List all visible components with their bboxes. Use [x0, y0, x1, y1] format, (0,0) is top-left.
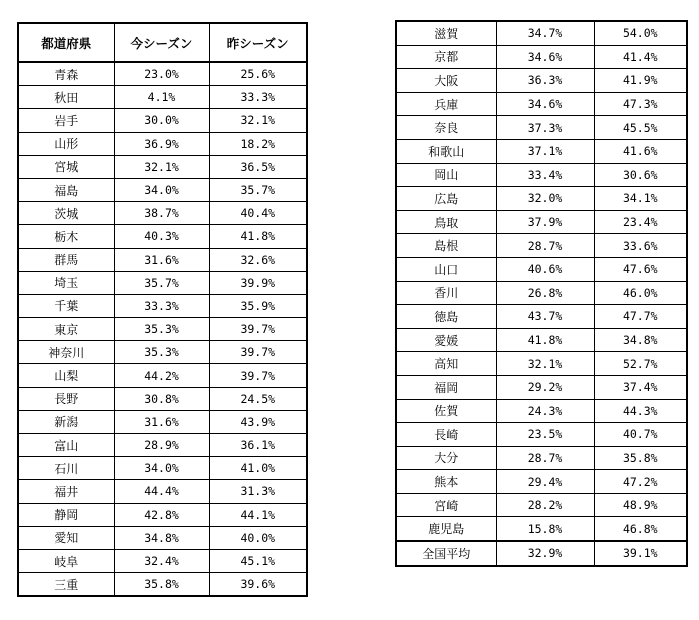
- this-season-cell: 35.8%: [114, 573, 209, 597]
- table-row: [18, 248, 307, 271]
- header-prefecture: 都道府県: [18, 23, 114, 62]
- prefecture-cell: 岐阜: [18, 549, 114, 572]
- this-season-cell: 29.4%: [496, 470, 594, 494]
- last-season-cell: 41.6%: [594, 139, 687, 163]
- this-season-cell: 40.3%: [114, 225, 209, 248]
- this-season-cell: 33.3%: [114, 294, 209, 317]
- last-season-cell: 48.9%: [594, 493, 687, 517]
- prefecture-cell: 茨城: [18, 202, 114, 225]
- prefecture-cell: 福島: [18, 178, 114, 201]
- prefecture-cell: 愛知: [18, 526, 114, 549]
- average-last-season: 39.1%: [594, 541, 687, 566]
- last-season-cell: 34.8%: [594, 328, 687, 352]
- prefecture-cell: 山口: [396, 257, 496, 281]
- prefecture-cell: 山形: [18, 132, 114, 155]
- this-season-cell: 40.6%: [496, 257, 594, 281]
- last-season-cell: 40.7%: [594, 423, 687, 447]
- prefecture-cell: 青森: [18, 62, 114, 86]
- header-last-season: 昨シーズン: [209, 23, 307, 62]
- prefecture-cell: 宮崎: [396, 493, 496, 517]
- prefecture-table-right: [395, 20, 688, 567]
- last-season-cell: 39.7%: [209, 364, 307, 387]
- prefecture-cell: 鹿児島: [396, 517, 496, 541]
- prefecture-cell: 宮城: [18, 155, 114, 178]
- table-row: [18, 109, 307, 132]
- table-row: [396, 21, 687, 45]
- prefecture-cell: 大阪: [396, 69, 496, 93]
- last-season-cell: 25.6%: [209, 62, 307, 86]
- table-row: [18, 526, 307, 549]
- last-season-cell: 40.0%: [209, 526, 307, 549]
- last-season-cell: 33.6%: [594, 234, 687, 258]
- this-season-cell: 31.6%: [114, 410, 209, 433]
- prefecture-cell: 島根: [396, 234, 496, 258]
- last-season-cell: 45.5%: [594, 116, 687, 140]
- last-season-cell: 35.9%: [209, 294, 307, 317]
- table-row: [396, 139, 687, 163]
- last-season-cell: 47.2%: [594, 470, 687, 494]
- prefecture-cell: 三重: [18, 573, 114, 597]
- table-row: [396, 328, 687, 352]
- prefecture-table-left: [17, 22, 308, 597]
- table-row: [18, 178, 307, 201]
- prefecture-cell: 埼玉: [18, 271, 114, 294]
- last-season-cell: 39.7%: [209, 318, 307, 341]
- table-row: [396, 45, 687, 69]
- this-season-cell: 23.0%: [114, 62, 209, 86]
- this-season-cell: 34.0%: [114, 457, 209, 480]
- last-season-cell: 44.3%: [594, 399, 687, 423]
- prefecture-cell: 熊本: [396, 470, 496, 494]
- this-season-cell: 42.8%: [114, 503, 209, 526]
- table-row: [18, 86, 307, 109]
- this-season-cell: 4.1%: [114, 86, 209, 109]
- table-row: [18, 364, 307, 387]
- prefecture-cell: 奈良: [396, 116, 496, 140]
- table-row: [396, 399, 687, 423]
- table-row: [396, 234, 687, 258]
- this-season-cell: 28.7%: [496, 234, 594, 258]
- this-season-cell: 35.7%: [114, 271, 209, 294]
- table-row: [396, 116, 687, 140]
- last-season-cell: 47.6%: [594, 257, 687, 281]
- this-season-cell: 34.7%: [496, 21, 594, 45]
- table-row: [396, 163, 687, 187]
- this-season-cell: 37.3%: [496, 116, 594, 140]
- table-row: [18, 155, 307, 178]
- this-season-cell: 36.9%: [114, 132, 209, 155]
- this-season-cell: 32.4%: [114, 549, 209, 572]
- prefecture-cell: 栃木: [18, 225, 114, 248]
- table-row: [18, 271, 307, 294]
- prefecture-cell: 滋賀: [396, 21, 496, 45]
- average-this-season: 32.9%: [496, 541, 594, 566]
- last-season-cell: 46.0%: [594, 281, 687, 305]
- table-row: [396, 187, 687, 211]
- last-season-cell: 31.3%: [209, 480, 307, 503]
- prefecture-cell: 京都: [396, 45, 496, 69]
- right-table-body: [396, 21, 687, 566]
- table-row: [396, 281, 687, 305]
- last-season-cell: 23.4%: [594, 210, 687, 234]
- last-season-cell: 40.4%: [209, 202, 307, 225]
- last-season-cell: 41.4%: [594, 45, 687, 69]
- table-row: [18, 341, 307, 364]
- table-row: [18, 410, 307, 433]
- average-label: 全国平均: [396, 541, 496, 566]
- this-season-cell: 23.5%: [496, 423, 594, 447]
- last-season-cell: 35.7%: [209, 178, 307, 201]
- this-season-cell: 34.0%: [114, 178, 209, 201]
- table-row: [396, 493, 687, 517]
- national-average-row: [396, 541, 687, 566]
- table-row: [396, 210, 687, 234]
- prefecture-cell: 香川: [396, 281, 496, 305]
- table-row: [396, 352, 687, 376]
- this-season-cell: 31.6%: [114, 248, 209, 271]
- this-season-cell: 29.2%: [496, 375, 594, 399]
- this-season-cell: 28.7%: [496, 446, 594, 470]
- this-season-cell: 44.2%: [114, 364, 209, 387]
- table-row: [396, 92, 687, 116]
- this-season-cell: 35.3%: [114, 341, 209, 364]
- table-row: [18, 225, 307, 248]
- table-row: [18, 294, 307, 317]
- prefecture-cell: 大分: [396, 446, 496, 470]
- table-row: [18, 503, 307, 526]
- last-season-cell: 33.3%: [209, 86, 307, 109]
- last-season-cell: 39.9%: [209, 271, 307, 294]
- prefecture-cell: 長崎: [396, 423, 496, 447]
- prefecture-cell: 高知: [396, 352, 496, 376]
- prefecture-cell: 富山: [18, 434, 114, 457]
- table-row: [396, 69, 687, 93]
- last-season-cell: 36.1%: [209, 434, 307, 457]
- last-season-cell: 34.1%: [594, 187, 687, 211]
- last-season-cell: 41.9%: [594, 69, 687, 93]
- last-season-cell: 54.0%: [594, 21, 687, 45]
- prefecture-cell: 和歌山: [396, 139, 496, 163]
- this-season-cell: 43.7%: [496, 305, 594, 329]
- table-row: [18, 549, 307, 572]
- this-season-cell: 34.6%: [496, 92, 594, 116]
- this-season-cell: 36.3%: [496, 69, 594, 93]
- prefecture-cell: 長野: [18, 387, 114, 410]
- this-season-cell: 33.4%: [496, 163, 594, 187]
- prefecture-cell: 愛媛: [396, 328, 496, 352]
- header-row: [18, 23, 307, 62]
- table-row: [18, 387, 307, 410]
- last-season-cell: 35.8%: [594, 446, 687, 470]
- this-season-cell: 44.4%: [114, 480, 209, 503]
- table-row: [396, 257, 687, 281]
- this-season-cell: 30.8%: [114, 387, 209, 410]
- this-season-cell: 41.8%: [496, 328, 594, 352]
- last-season-cell: 52.7%: [594, 352, 687, 376]
- this-season-cell: 28.9%: [114, 434, 209, 457]
- this-season-cell: 28.2%: [496, 493, 594, 517]
- left-table-body: [18, 62, 307, 596]
- table-row: [396, 517, 687, 541]
- this-season-cell: 24.3%: [496, 399, 594, 423]
- table-row: [396, 375, 687, 399]
- prefecture-cell: 千葉: [18, 294, 114, 317]
- prefecture-cell: 神奈川: [18, 341, 114, 364]
- last-season-cell: 24.5%: [209, 387, 307, 410]
- last-season-cell: 32.1%: [209, 109, 307, 132]
- this-season-cell: 37.1%: [496, 139, 594, 163]
- this-season-cell: 34.6%: [496, 45, 594, 69]
- last-season-cell: 36.5%: [209, 155, 307, 178]
- last-season-cell: 30.6%: [594, 163, 687, 187]
- this-season-cell: 32.0%: [496, 187, 594, 211]
- prefecture-cell: 鳥取: [396, 210, 496, 234]
- last-season-cell: 44.1%: [209, 503, 307, 526]
- prefecture-cell: 山梨: [18, 364, 114, 387]
- this-season-cell: 26.8%: [496, 281, 594, 305]
- prefecture-cell: 徳島: [396, 305, 496, 329]
- last-season-cell: 41.8%: [209, 225, 307, 248]
- prefecture-cell: 秋田: [18, 86, 114, 109]
- header-this-season: 今シーズン: [114, 23, 209, 62]
- prefecture-cell: 福岡: [396, 375, 496, 399]
- this-season-cell: 37.9%: [496, 210, 594, 234]
- prefecture-cell: 群馬: [18, 248, 114, 271]
- last-season-cell: 37.4%: [594, 375, 687, 399]
- table-row: [18, 480, 307, 503]
- table-row: [18, 573, 307, 597]
- last-season-cell: 32.6%: [209, 248, 307, 271]
- table-row: [396, 446, 687, 470]
- prefecture-cell: 広島: [396, 187, 496, 211]
- prefecture-cell: 東京: [18, 318, 114, 341]
- this-season-cell: 30.0%: [114, 109, 209, 132]
- this-season-cell: 35.3%: [114, 318, 209, 341]
- prefecture-cell: 福井: [18, 480, 114, 503]
- table-row: [18, 434, 307, 457]
- this-season-cell: 32.1%: [114, 155, 209, 178]
- last-season-cell: 47.7%: [594, 305, 687, 329]
- table-row: [396, 305, 687, 329]
- table-row: [18, 202, 307, 225]
- last-season-cell: 41.0%: [209, 457, 307, 480]
- this-season-cell: 15.8%: [496, 517, 594, 541]
- table-row: [18, 132, 307, 155]
- last-season-cell: 45.1%: [209, 549, 307, 572]
- last-season-cell: 46.8%: [594, 517, 687, 541]
- this-season-cell: 34.8%: [114, 526, 209, 549]
- last-season-cell: 39.7%: [209, 341, 307, 364]
- table-row: [18, 318, 307, 341]
- this-season-cell: 38.7%: [114, 202, 209, 225]
- table-row: [18, 62, 307, 86]
- table-row: [18, 457, 307, 480]
- prefecture-cell: 佐賀: [396, 399, 496, 423]
- table-row: [396, 470, 687, 494]
- this-season-cell: 32.1%: [496, 352, 594, 376]
- prefecture-cell: 新潟: [18, 410, 114, 433]
- last-season-cell: 43.9%: [209, 410, 307, 433]
- last-season-cell: 47.3%: [594, 92, 687, 116]
- last-season-cell: 18.2%: [209, 132, 307, 155]
- prefecture-cell: 岡山: [396, 163, 496, 187]
- last-season-cell: 39.6%: [209, 573, 307, 597]
- prefecture-cell: 静岡: [18, 503, 114, 526]
- table-row: [396, 423, 687, 447]
- prefecture-cell: 岩手: [18, 109, 114, 132]
- prefecture-cell: 石川: [18, 457, 114, 480]
- prefecture-cell: 兵庫: [396, 92, 496, 116]
